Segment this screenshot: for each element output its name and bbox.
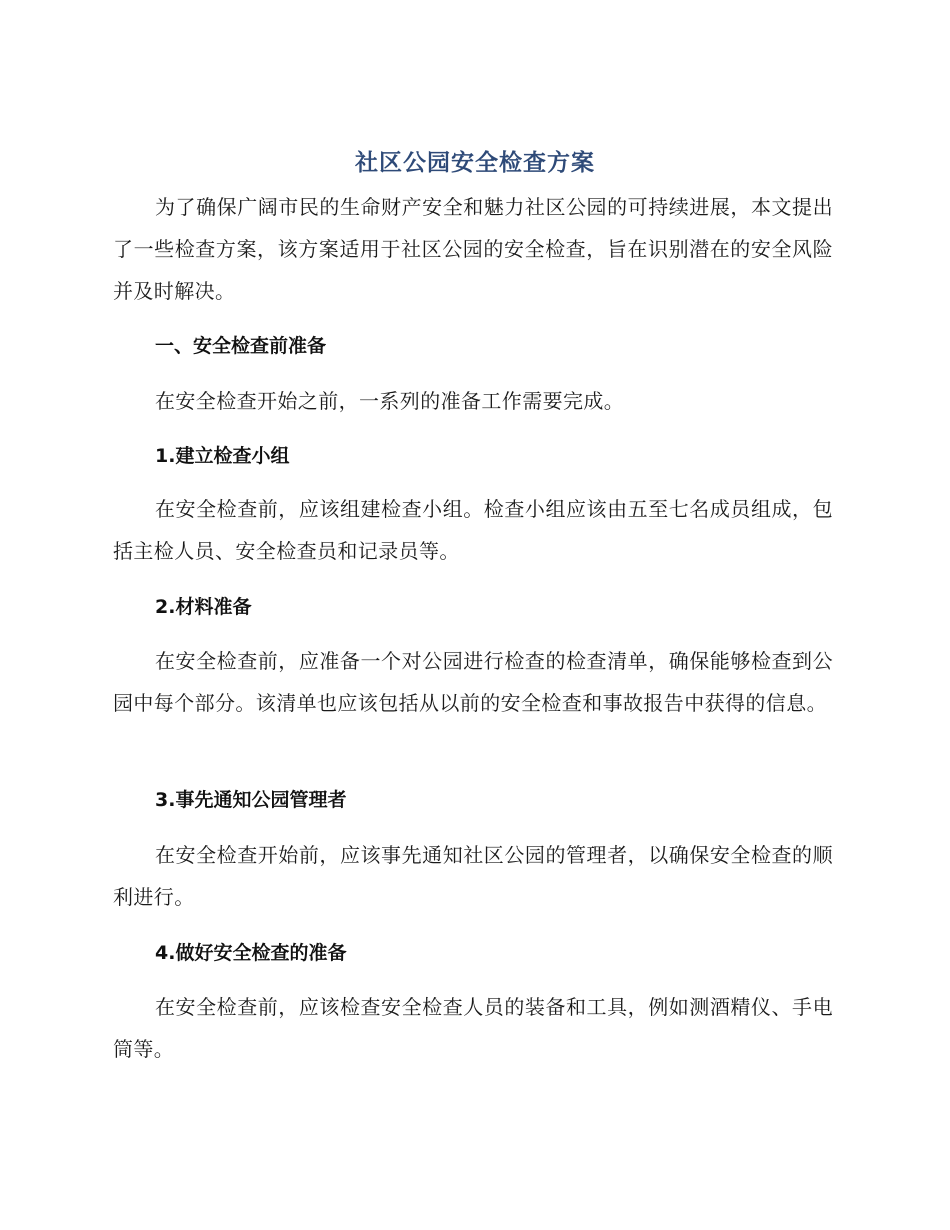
item-paragraph-4: 在安全检查前，应该检查安全检查人员的装备和工具，例如测酒精仪、手电筒等。: [113, 995, 833, 1061]
item-paragraph-2: 在安全检查前，应准备一个对公园进行检查的检查清单，确保能够检查到公园中每个部分。该清单也应该包括从以前的安全检查和事故报告中获得的信息。: [113, 649, 833, 715]
section-heading: 一、安全检查前准备: [155, 335, 327, 357]
item-heading-4: 4.做好安全检查的准备: [155, 942, 347, 964]
item-heading-2: 2.材料准备: [155, 596, 252, 618]
item-paragraph-3: 在安全检查开始前，应该事先通知社区公园的管理者，以确保安全检查的顺利进行。: [113, 843, 833, 909]
intro-paragraph: 为了确保广阔市民的生命财产安全和魅力社区公园的可持续进展，本文提出了一些检查方案，该方案适用于社区公园的安全检查，旨在识别潜在的安全风险并及时解决。: [113, 195, 833, 303]
item-paragraph-1: 在安全检查前，应该组建检查小组。检查小组应该由五至七名成员组成，包括主检人员、安全检查员和记录员等。: [113, 497, 833, 563]
item-heading-1: 1.建立检查小组: [155, 445, 290, 467]
item-heading-3: 3.事先通知公园管理者: [155, 789, 347, 811]
section-lead-paragraph: 在安全检查开始之前，一系列的准备工作需要完成。: [155, 389, 625, 413]
document-title: 社区公园安全检查方案: [355, 150, 595, 176]
